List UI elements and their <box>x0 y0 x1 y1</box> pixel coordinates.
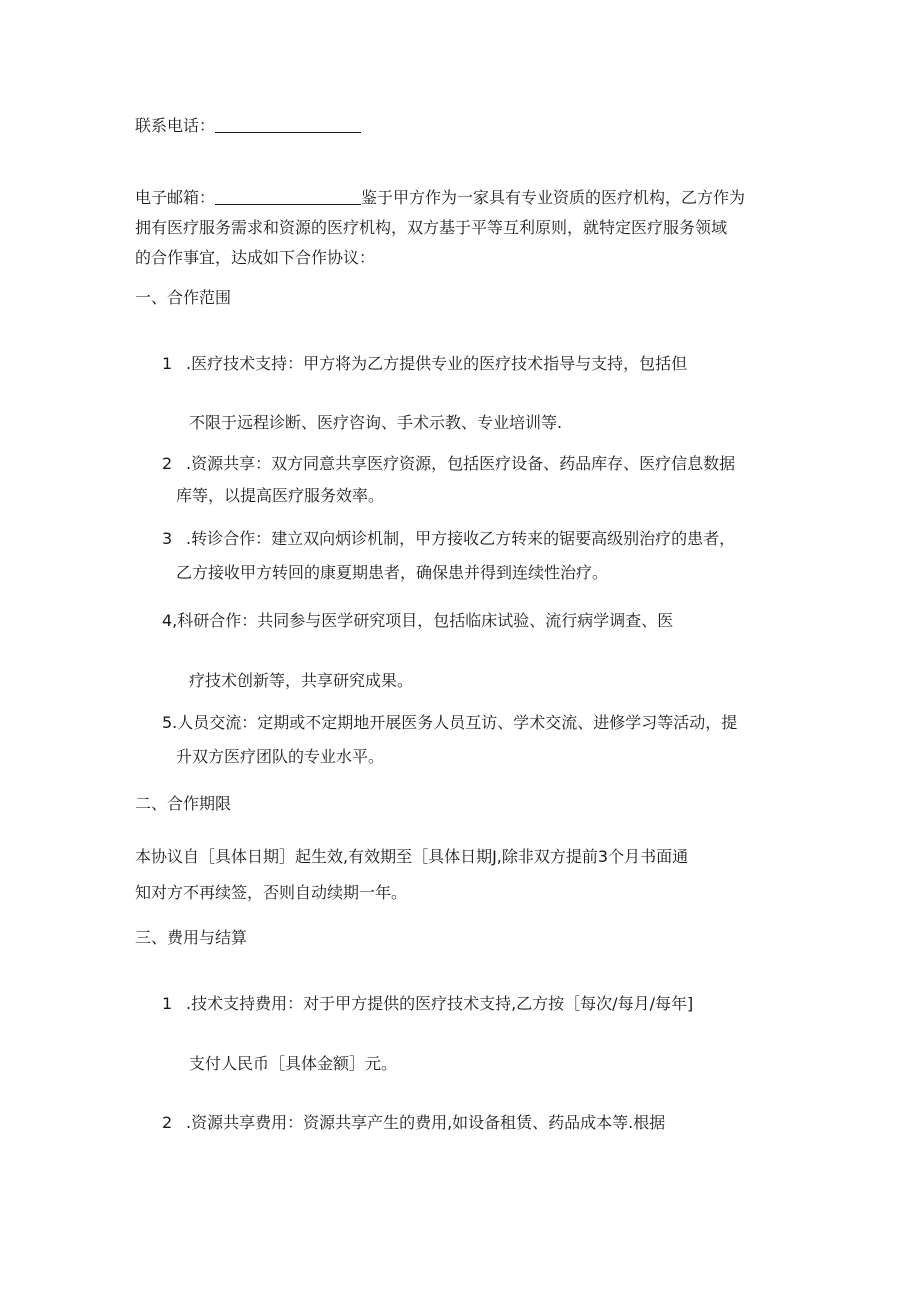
s1-item2-number: 2 <box>162 454 173 473</box>
s1-item3-line2: 乙方接收甲方转回的康夏期患者，确保患并得到连续性治疗。 <box>176 563 609 582</box>
intro-text-1: 鉴于甲方作为一家具有专业资质的医疗机构，乙方作为 <box>361 188 746 207</box>
s1-item2-line2: 库等，以提高医疗服务效率。 <box>176 486 385 505</box>
s3-item2-number: 2 <box>162 1113 173 1132</box>
s1-item1-number: 1 <box>162 354 173 373</box>
intro-text-2: 拥有医疗服务需求和资源的医疗机构，双方基于平等互利原则，就特定医疗服务领域 <box>135 218 728 237</box>
section2-heading: 二、合作期限 <box>135 794 232 813</box>
email-intro-line <box>135 188 745 208</box>
s3-item1-line2: 支付人民币［具体金额］元。 <box>189 1054 398 1073</box>
s1-item2-line1: .资源共享：双方同意共享医疗资源，包括医疗设备、药品库存、医疗信息数据 <box>186 454 736 473</box>
s1-item4-line1: 4,科研合作：共同参与医学研究项目，包括临床试验、流行病学调查、医 <box>162 611 674 630</box>
s3-item1-line1: .技术支持费用：对于甲方提供的医疗技术支持,乙方按［每次/每月/每年] <box>186 994 694 1013</box>
s1-item5-line2: 升双方医疗团队的专业水平。 <box>176 747 385 766</box>
s1-item5-line1: 5.人员交流：定期或不定期地开展医务人员互访、学术交流、进修学习等活动，提 <box>162 713 738 732</box>
s3-item2-line1: .资源共享费用：资源共享产生的费用,如设备租赁、药品成本等.根据 <box>186 1113 666 1132</box>
s1-item4-line2: 疗技术创新等，共享研究成果。 <box>189 671 414 690</box>
s1-item3-number: 3 <box>162 529 173 548</box>
s1-item1-line1: .医疗技术支持：甲方将为乙方提供专业的医疗技术指导与支持，包括但 <box>186 354 688 373</box>
s1-item3-line1: .转诊合作：建立双向炳诊机制，甲方接收乙方转来的锯要高级别治疗的患者， <box>186 529 736 548</box>
section3-heading: 三、费用与结算 <box>135 928 248 947</box>
email-blank <box>215 188 361 205</box>
s1-item1-line2: 不限于远程诊断、医疗咨询、手术示教、专业培训等. <box>189 413 563 432</box>
section1-heading: 一、合作范围 <box>135 288 232 307</box>
s3-item1-number: 1 <box>162 994 173 1013</box>
phone-blank <box>215 116 361 133</box>
email-label: 电子邮箱： <box>135 188 216 207</box>
s2-line1: 本协议自［具体日期］起生效,有效期至［具体日期J,除非双方提前3个月书面通 <box>135 847 689 866</box>
phone-line <box>135 116 361 136</box>
s2-line2: 知对方不再续签，否则自动续期一年。 <box>135 883 408 902</box>
phone-label: 联系电话： <box>135 116 216 135</box>
intro-text-3: 的合作事宜，达成如下合作协议： <box>135 248 376 267</box>
